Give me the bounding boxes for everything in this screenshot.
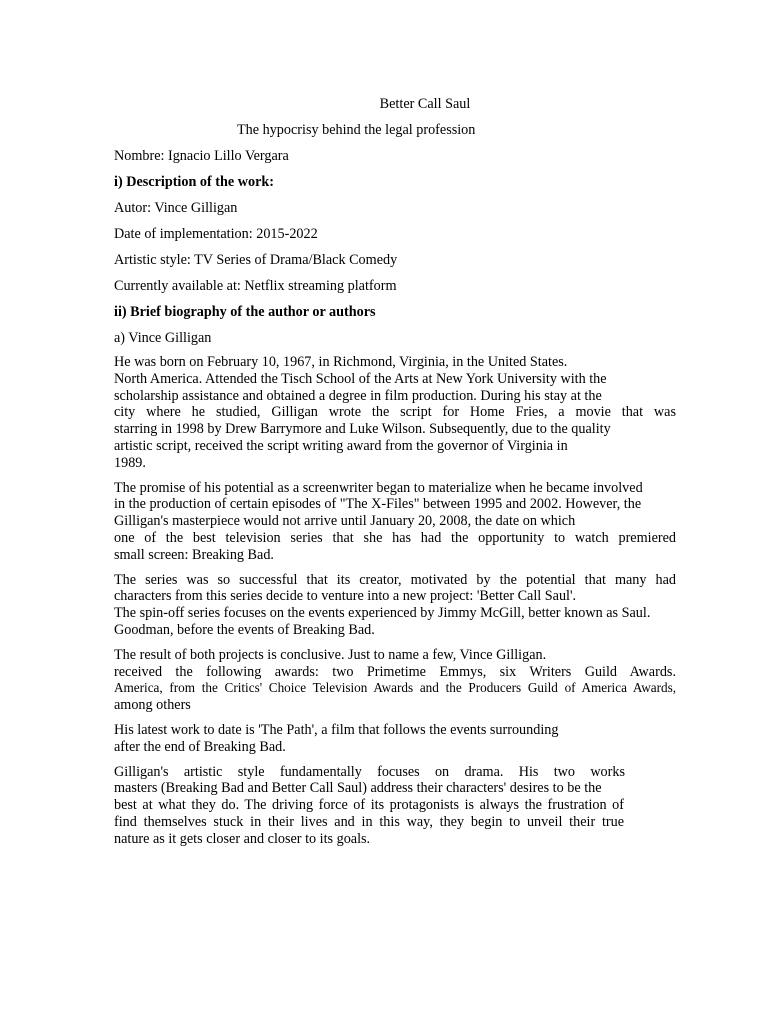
document-body	[114, 94, 676, 856]
text-line: He was born on February 10, 1967, in Richmond, Virginia, in the United States.	[114, 354, 568, 370]
text-line: artistic script, received the script writing award from the governor of Virginia in	[114, 437, 568, 454]
paragraph	[114, 572, 676, 639]
paragraph	[114, 647, 676, 714]
text-line: America, from the Critics' Choice Television Awards and the Producers Guild of America Awards,	[114, 680, 676, 696]
text-line: in the production of certain episodes of "The X-Files" between 1995 and 2002. However, the	[114, 496, 642, 513]
text-line: North America. Attended the Tisch School of the Arts at New York University with the	[114, 370, 607, 387]
text-line: among others	[114, 697, 191, 714]
text-line: received the following awards: two Primetime Emmys, six Writers Guild Awards.	[114, 663, 676, 680]
text-line: one of the best television series that she has had the opportunity to watch premiered	[114, 529, 676, 546]
paragraph	[114, 722, 676, 756]
available-line: Currently available at: Netflix streaming platform	[114, 278, 397, 294]
text-line: The series was so successful that its creator, motivated by the potential that many had	[114, 571, 676, 588]
text-line: small screen: Breaking Bad.	[114, 546, 274, 563]
section-heading-description: i) Description of the work:	[114, 174, 274, 190]
text-line: Gilligan's masterpiece would not arrive until January 20, 2008, the date on which	[114, 513, 576, 530]
text-line: 1989.	[114, 454, 146, 471]
text-line: best at what they do. The driving force of its protagonists is always the frustration of	[114, 797, 624, 814]
text-line: masters (Breaking Bad and Better Call Saul) address their characters' desires to be the	[114, 780, 602, 797]
style-line: Artistic style: TV Series of Drama/Black Comedy	[114, 252, 398, 268]
text-line: nature as it gets closer and closer to its goals.	[114, 830, 371, 847]
text-line: Gilligan's artistic style fundamentally focuses on drama. His two works	[114, 763, 625, 780]
paragraph	[114, 354, 676, 472]
name-line: Nombre: Ignacio Lillo Vergara	[114, 148, 289, 164]
author-line: Autor: Vince Gilligan	[114, 200, 238, 216]
paragraph	[114, 480, 676, 564]
text-line: The result of both projects is conclusive. Just to name a few, Vince Gilligan.	[114, 646, 547, 663]
text-line: after the end of Breaking Bad.	[114, 738, 286, 755]
text-line: Goodman, before the events of Breaking Bad.	[114, 621, 375, 638]
text-line: The promise of his potential as a screenwriter began to materialize when he became involved	[114, 479, 643, 496]
date-line: Date of implementation: 2015-2022	[114, 226, 318, 242]
paragraph	[114, 764, 676, 848]
text-line: scholarship assistance and obtained a degree in film production. During his stay at the	[114, 387, 602, 404]
text-line: characters from this series decide to venture into a new project: 'Better Call Saul'.	[114, 588, 577, 605]
document-subtitle: The hypocrisy behind the legal profession	[237, 122, 476, 138]
document-title: Better Call Saul	[379, 96, 471, 112]
text-line: find themselves stuck in their lives and in this way, they begin to unveil their true	[114, 813, 624, 830]
text-line: The spin-off series focuses on the events experienced by Jimmy McGill, better known as Saul.	[114, 605, 651, 622]
text-line: His latest work to date is 'The Path', a film that follows the events surrounding	[114, 721, 559, 738]
section-heading-biography: ii) Brief biography of the author or authors	[114, 304, 376, 320]
text-line: starring in 1998 by Drew Barrymore and Luke Wilson. Subsequently, due to the quality	[114, 421, 611, 438]
text-line: city where he studied, Gilligan wrote the script for Home Fries, a movie that was	[114, 404, 676, 421]
subsection-vince-gilligan: a) Vince Gilligan	[114, 330, 212, 346]
